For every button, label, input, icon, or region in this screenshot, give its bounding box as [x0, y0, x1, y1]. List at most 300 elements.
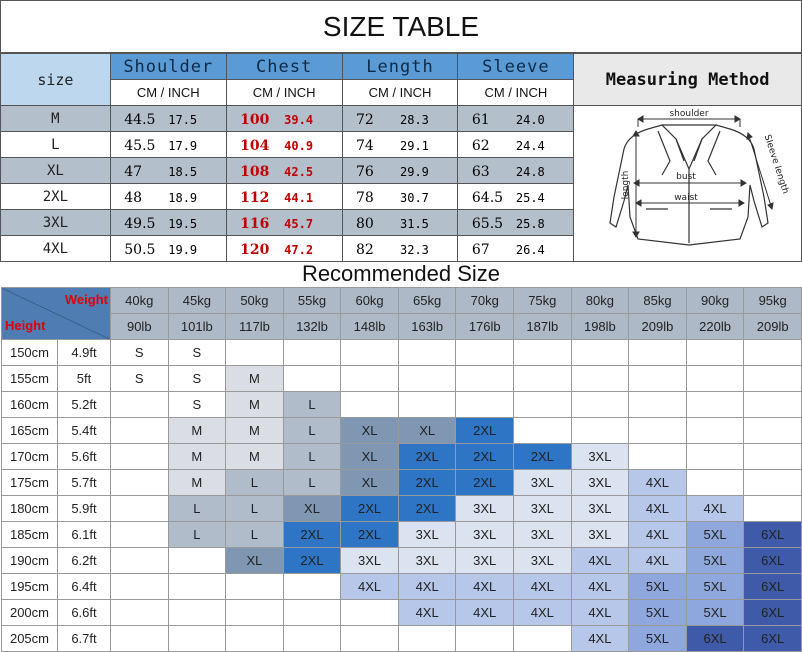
recommended-size-cell: 3XL	[456, 548, 514, 574]
recommended-size-cell: 3XL	[456, 522, 514, 548]
recommended-size-cell	[744, 470, 802, 496]
recommended-size-cell: M	[226, 392, 284, 418]
recommended-size-cell	[283, 340, 341, 366]
height-cm: 175cm	[2, 470, 58, 496]
cm-value: 63	[471, 164, 490, 180]
height-cm: 205cm	[2, 626, 58, 652]
recommended-size-cell: 4XL	[686, 496, 744, 522]
recommended-size-cell: 4XL	[571, 574, 629, 600]
recommended-size-cell: 3XL	[514, 496, 572, 522]
recommended-size-cell: 3XL	[571, 496, 629, 522]
height-ft: 4.9ft	[57, 340, 110, 366]
recommended-size-cell: 2XL	[398, 496, 456, 522]
cm-value: 76	[356, 164, 374, 180]
weight-height-corner	[2, 288, 111, 340]
recommended-size-cell	[110, 444, 168, 470]
measurement-cell	[110, 132, 226, 158]
recommended-size-cell	[283, 600, 341, 626]
recommended-size-cell	[168, 626, 226, 652]
recommended-size-cell	[110, 600, 168, 626]
recommended-size-cell: 3XL	[398, 548, 456, 574]
recommended-size-cell	[514, 418, 572, 444]
inch-value: 19.9	[168, 243, 198, 257]
height-row	[2, 548, 802, 574]
height-ft: 5.6ft	[57, 444, 110, 470]
inch-value: 29.9	[400, 165, 429, 179]
recommended-size-cell: XL	[341, 470, 399, 496]
recommended-size-cell: L	[283, 418, 341, 444]
shoulder-header: Shoulder	[110, 54, 226, 80]
recommended-size-cell: 6XL	[744, 548, 802, 574]
recommended-size-cell	[744, 418, 802, 444]
recommended-size-cell	[571, 392, 629, 418]
recommended-size-cell: XL	[226, 548, 284, 574]
recommended-size-cell: L	[168, 496, 226, 522]
inch-value: 44.1	[284, 191, 314, 205]
inch-value: 17.9	[168, 139, 198, 153]
height-cm: 185cm	[2, 522, 58, 548]
weight-kg-header: 50kg	[226, 288, 284, 314]
recommended-size-cell: 2XL	[283, 522, 341, 548]
cm-value: 45.5	[124, 138, 156, 154]
height-row	[2, 574, 802, 600]
measuring-method-title: Measuring Method	[574, 54, 802, 106]
weight-lb-header: 117lb	[226, 314, 284, 340]
recommended-size-cell	[514, 340, 572, 366]
measurement-cell	[226, 158, 342, 184]
recommended-size-cell: 5XL	[686, 548, 744, 574]
recommended-size-cell	[744, 392, 802, 418]
weight-lb-header: 176lb	[456, 314, 514, 340]
recommended-size-cell: S	[110, 366, 168, 392]
measurement-cell	[110, 210, 226, 236]
cm-value: 50.5	[124, 242, 156, 258]
recommended-size-cell	[456, 366, 514, 392]
weight-kg-header: 90kg	[686, 288, 744, 314]
recommended-size-cell: M	[168, 470, 226, 496]
weight-kg-header: 70kg	[456, 288, 514, 314]
measurement-cell	[458, 158, 574, 184]
recommended-size-cell	[110, 496, 168, 522]
cm-value: 82	[356, 242, 374, 258]
recommended-size-cell	[110, 574, 168, 600]
length-label: length	[621, 170, 631, 200]
recommended-size-cell	[341, 600, 399, 626]
recommended-size-cell: M	[168, 418, 226, 444]
recommended-size-cell	[226, 600, 284, 626]
recommended-size-cell: 2XL	[341, 522, 399, 548]
cm-value: 48	[124, 190, 143, 206]
recommended-size-cell: L	[283, 444, 341, 470]
recommended-size-cell: XL	[341, 418, 399, 444]
recommended-size-cell	[686, 470, 744, 496]
recommended-size-cell	[629, 366, 687, 392]
recommended-size-cell	[398, 366, 456, 392]
height-cm: 180cm	[2, 496, 58, 522]
recommended-size-cell: XL	[283, 496, 341, 522]
height-row	[2, 392, 802, 418]
height-ft: 6.7ft	[57, 626, 110, 652]
recommended-size-cell	[110, 522, 168, 548]
recommended-size-cell	[629, 444, 687, 470]
height-cm: 170cm	[2, 444, 58, 470]
cm-value: 47	[124, 164, 143, 180]
inch-value: 18.5	[168, 165, 198, 179]
size-label: XL	[1, 158, 111, 184]
measurement-cell	[110, 158, 226, 184]
height-ft: 6.1ft	[57, 522, 110, 548]
recommended-size-cell: S	[168, 366, 226, 392]
measurement-cell	[110, 184, 226, 210]
recommended-size-cell	[110, 418, 168, 444]
recommended-size-cell	[514, 626, 572, 652]
inch-value: 18.9	[168, 191, 198, 205]
recommended-size-cell: L	[226, 496, 284, 522]
recommended-size-cell: 3XL	[456, 496, 514, 522]
recommended-size-cell	[744, 496, 802, 522]
recommended-size-cell: 2XL	[456, 470, 514, 496]
recommended-size-cell: XL	[398, 418, 456, 444]
recommended-size-cell: 4XL	[398, 574, 456, 600]
recommended-size-cell: S	[110, 340, 168, 366]
recommended-size-cell	[629, 418, 687, 444]
recommended-size-cell: 6XL	[744, 626, 802, 652]
weight-kg-header: 80kg	[571, 288, 629, 314]
measurement-cell	[458, 210, 574, 236]
height-row	[2, 496, 802, 522]
height-cm: 150cm	[2, 340, 58, 366]
size-label: 3XL	[1, 210, 111, 236]
recommended-size-cell	[226, 574, 284, 600]
height-row	[2, 418, 802, 444]
inch-value: 25.4	[515, 191, 545, 205]
weight-lb-header: 220lb	[686, 314, 744, 340]
recommended-size-cell	[514, 366, 572, 392]
measurement-cell	[342, 132, 458, 158]
measurement-cell	[226, 132, 342, 158]
recommended-size-cell: 6XL	[686, 626, 744, 652]
cm-value: 72	[356, 112, 374, 128]
cm-value: 108	[240, 164, 270, 180]
recommended-size-cell: 2XL	[514, 444, 572, 470]
recommended-size-cell: 2XL	[398, 470, 456, 496]
cm-value: 49.5	[124, 216, 156, 232]
recommended-size-table	[1, 287, 802, 652]
measurement-cell	[458, 236, 574, 262]
recommended-size-cell: 3XL	[398, 522, 456, 548]
recommended-size-cell: L	[283, 470, 341, 496]
height-ft: 5ft	[57, 366, 110, 392]
recommended-size-cell: 4XL	[514, 574, 572, 600]
measurement-cell	[110, 236, 226, 262]
recommended-size-cell: 2XL	[398, 444, 456, 470]
recommended-size-cell: 4XL	[571, 600, 629, 626]
recommended-size-cell: 2XL	[456, 418, 514, 444]
chest-header: Chest	[226, 54, 342, 80]
recommended-size-cell: 4XL	[571, 548, 629, 574]
recommended-size-cell: 4XL	[456, 574, 514, 600]
size-table-title: SIZE TABLE	[0, 0, 802, 53]
height-ft: 5.9ft	[57, 496, 110, 522]
recommended-size-cell: 5XL	[686, 600, 744, 626]
inch-value: 26.4	[515, 243, 545, 257]
recommended-size-cell: 4XL	[456, 600, 514, 626]
cm-value: 78	[356, 190, 374, 206]
inch-value: 47.2	[284, 243, 314, 257]
recommended-size-cell	[629, 340, 687, 366]
height-ft: 6.4ft	[57, 574, 110, 600]
weight-kg-header: 40kg	[110, 288, 168, 314]
height-row	[2, 626, 802, 652]
recommended-size-cell: 4XL	[398, 600, 456, 626]
size-label: L	[1, 132, 111, 158]
cm-value: 64.5	[471, 190, 504, 206]
cm-value: 65.5	[471, 216, 504, 232]
recommended-size-cell	[283, 366, 341, 392]
recommended-size-cell: M	[226, 418, 284, 444]
recommended-size-cell: 4XL	[629, 548, 687, 574]
inch-value: 45.7	[284, 217, 314, 231]
height-ft: 6.2ft	[57, 548, 110, 574]
recommended-size-cell	[686, 418, 744, 444]
recommended-size-cell	[744, 340, 802, 366]
recommended-size-cell: 4XL	[629, 522, 687, 548]
size-label: 4XL	[1, 236, 111, 262]
measurement-cell	[110, 106, 226, 132]
cm-value: 74	[356, 138, 374, 154]
cm-value: 104	[240, 138, 270, 154]
inch-value: 30.7	[400, 191, 429, 205]
cm-value: 44.5	[124, 112, 156, 128]
recommended-size-cell: 3XL	[571, 470, 629, 496]
recommended-size-cell	[686, 444, 744, 470]
measurement-cell	[342, 106, 458, 132]
measurement-cell	[226, 236, 342, 262]
recommended-size-cell: 3XL	[341, 548, 399, 574]
cm-value: 61	[471, 112, 490, 128]
cm-value: 116	[240, 216, 270, 232]
measurement-cell	[458, 184, 574, 210]
measurement-cell	[458, 106, 574, 132]
weight-lb-header: 90lb	[110, 314, 168, 340]
recommended-size-cell: 6XL	[744, 522, 802, 548]
weight-lb-header: 209lb	[744, 314, 802, 340]
recommended-size-cell: 6XL	[744, 574, 802, 600]
recommended-size-cell	[456, 340, 514, 366]
recommended-size-cell	[283, 574, 341, 600]
recommended-size-cell: S	[168, 340, 226, 366]
inch-value: 28.3	[400, 113, 429, 127]
weight-label: Weight	[64, 292, 108, 307]
measurement-cell	[458, 132, 574, 158]
cm-value: 67	[471, 242, 490, 258]
recommended-size-cell: M	[226, 366, 284, 392]
unit-header: CM / INCH	[226, 80, 342, 106]
weight-kg-header: 60kg	[341, 288, 399, 314]
weight-lb-header: 148lb	[341, 314, 399, 340]
inch-value: 29.1	[400, 139, 429, 153]
recommended-size-cell: 2XL	[341, 496, 399, 522]
recommended-size-cell	[398, 392, 456, 418]
recommended-size-cell	[744, 366, 802, 392]
height-cm: 195cm	[2, 574, 58, 600]
recommended-size-cell	[110, 548, 168, 574]
recommended-size-cell: 4XL	[514, 600, 572, 626]
inch-value: 31.5	[400, 217, 429, 231]
recommended-size-cell: M	[168, 444, 226, 470]
recommended-size-cell	[571, 418, 629, 444]
recommended-size-cell: 4XL	[629, 470, 687, 496]
recommended-size-cell: L	[283, 392, 341, 418]
weight-lb-header: 132lb	[283, 314, 341, 340]
sleeve-header: Sleeve	[458, 54, 574, 80]
recommended-size-cell	[168, 574, 226, 600]
inch-value: 32.3	[400, 243, 429, 257]
height-row	[2, 470, 802, 496]
height-cm: 155cm	[2, 366, 58, 392]
sleeve-length-label: Sleeve length	[761, 133, 791, 196]
recommended-size-cell	[398, 626, 456, 652]
recommended-size-cell: 5XL	[686, 574, 744, 600]
length-header: Length	[342, 54, 458, 80]
recommended-size-cell	[341, 392, 399, 418]
weight-kg-header: 95kg	[744, 288, 802, 314]
shoulder-label: shoulder	[669, 109, 709, 119]
height-row	[2, 340, 802, 366]
recommended-size-cell	[341, 626, 399, 652]
measurement-cell	[342, 158, 458, 184]
recommended-size-cell: XL	[341, 444, 399, 470]
bust-label: bust	[676, 172, 696, 182]
inch-value: 24.0	[515, 113, 545, 127]
height-row	[2, 522, 802, 548]
height-row	[2, 366, 802, 392]
recommended-size-cell: 3XL	[514, 548, 572, 574]
recommended-size-cell	[226, 340, 284, 366]
weight-kg-header: 45kg	[168, 288, 226, 314]
recommended-size-cell: L	[226, 470, 284, 496]
recommended-size-cell: S	[168, 392, 226, 418]
measurement-cell	[342, 210, 458, 236]
measurement-cell	[226, 106, 342, 132]
unit-header: CM / INCH	[458, 80, 574, 106]
recommended-size-cell	[571, 366, 629, 392]
recommended-size-cell	[341, 366, 399, 392]
recommended-size-cell: 5XL	[629, 574, 687, 600]
recommended-size-cell: 3XL	[571, 522, 629, 548]
recommended-size-cell: M	[226, 444, 284, 470]
recommended-size-cell: L	[168, 522, 226, 548]
cm-value: 80	[356, 216, 374, 232]
unit-header: CM / INCH	[342, 80, 458, 106]
size-header: size	[1, 54, 111, 106]
inch-value: 17.5	[168, 113, 198, 127]
weight-kg-header: 75kg	[514, 288, 572, 314]
height-ft: 6.6ft	[57, 600, 110, 626]
measurement-cell	[226, 184, 342, 210]
recommended-size-cell	[514, 392, 572, 418]
recommended-size-cell: 3XL	[514, 470, 572, 496]
recommended-size-cell	[110, 470, 168, 496]
recommended-size-cell	[686, 340, 744, 366]
weight-lb-header: 187lb	[514, 314, 572, 340]
recommended-size-cell	[168, 548, 226, 574]
weight-lb-header: 163lb	[398, 314, 456, 340]
weight-lb-header: 198lb	[571, 314, 629, 340]
recommended-size-cell	[744, 444, 802, 470]
recommended-size-cell: 3XL	[514, 522, 572, 548]
weight-kg-header: 65kg	[398, 288, 456, 314]
recommended-size-cell: 3XL	[571, 444, 629, 470]
recommended-size-cell: 2XL	[456, 444, 514, 470]
measurement-cell	[226, 210, 342, 236]
cm-value: 62	[471, 138, 490, 154]
recommended-size-cell: 4XL	[629, 496, 687, 522]
height-row	[2, 444, 802, 470]
height-label: Height	[5, 318, 46, 333]
height-ft: 5.4ft	[57, 418, 110, 444]
recommended-size-cell	[456, 626, 514, 652]
size-label: M	[1, 106, 111, 132]
recommended-size-cell: 4XL	[571, 626, 629, 652]
recommended-size-cell	[110, 392, 168, 418]
weight-lb-header: 209lb	[629, 314, 687, 340]
inch-value: 24.4	[515, 139, 545, 153]
recommended-size-cell: 5XL	[629, 600, 687, 626]
recommended-size-cell	[686, 366, 744, 392]
recommended-size-title: Recommended Size	[301, 261, 501, 286]
recommended-size-cell: 4XL	[341, 574, 399, 600]
waist-label: waist	[674, 193, 698, 203]
height-cm: 200cm	[2, 600, 58, 626]
recommended-size-cell	[168, 600, 226, 626]
measurement-cell	[342, 236, 458, 262]
recommended-size-cell: L	[226, 522, 284, 548]
recommended-size-cell	[110, 626, 168, 652]
height-cm: 160cm	[2, 392, 58, 418]
weight-kg-header: 85kg	[629, 288, 687, 314]
inch-value: 42.5	[284, 165, 314, 179]
recommended-size-cell	[686, 392, 744, 418]
inch-value: 40.9	[284, 139, 314, 153]
weight-kg-header: 55kg	[283, 288, 341, 314]
recommended-size-cell	[341, 340, 399, 366]
recommended-size-cell: 6XL	[744, 600, 802, 626]
cm-value: 112	[240, 190, 270, 206]
height-ft: 5.7ft	[57, 470, 110, 496]
inch-value: 25.8	[515, 217, 545, 231]
measurement-cell	[342, 184, 458, 210]
inch-value: 19.5	[168, 217, 198, 231]
weight-lb-header: 101lb	[168, 314, 226, 340]
recommended-size-cell: 5XL	[686, 522, 744, 548]
recommended-size-cell	[226, 626, 284, 652]
height-cm: 165cm	[2, 418, 58, 444]
recommended-size-cell	[398, 340, 456, 366]
cm-value: 100	[240, 112, 270, 128]
inch-value: 24.8	[515, 165, 545, 179]
measuring-diagram	[576, 105, 802, 259]
height-cm: 190cm	[2, 548, 58, 574]
recommended-size-cell: 5XL	[629, 626, 687, 652]
recommended-size-cell: 2XL	[283, 548, 341, 574]
size-label: 2XL	[1, 184, 111, 210]
recommended-size-cell	[283, 626, 341, 652]
cm-value: 120	[240, 242, 270, 258]
recommended-size-cell	[629, 392, 687, 418]
inch-value: 39.4	[284, 113, 314, 127]
unit-header: CM / INCH	[110, 80, 226, 106]
